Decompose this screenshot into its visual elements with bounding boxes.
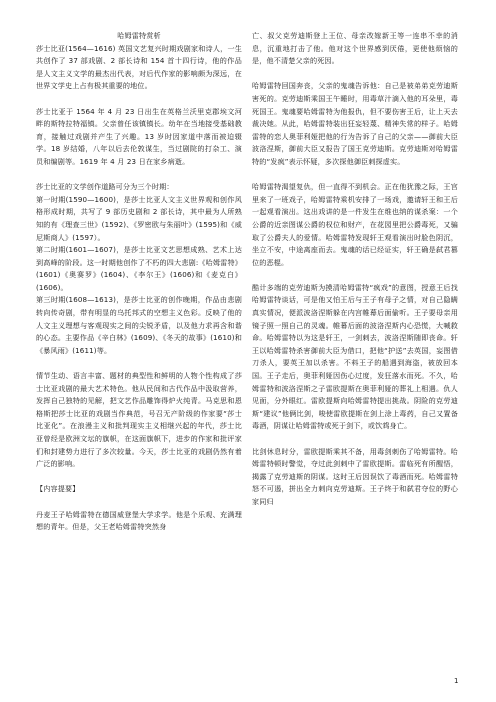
assessment-paragraph: 情节生动、语言丰富、题材的典型性和鲜明的人物个性构成了莎士比亚戏剧的最大艺术特色。他从民间和古代作品中汲取营养，发挥自己独特的见解，把文艺作品雕饰得炉火纯青。马克思和恩格斯把莎士比亚的戏剧当作典范，号召无产阶级的作家要“莎士比亚化”。在浪漫主义和批判现实主义相继兴起的年代，莎士比亚曾经是欧洲文坛的旗帜，在这面旗帜下，进步的作家和批评家们和封建势力进行了多次较量。今天，莎士比亚的戏剧仍然有着广泛的影响。 xyxy=(36,371,242,469)
document-title: 哈姆雷特赏析 xyxy=(117,31,161,40)
summary-paragraph-3: 哈姆雷特渴望复仇，但一直得不到机会。正在他犹豫之际，王宫里来了一班戏子，哈姆雷特乘机安排了一场戏，邀请轩王和王后一起观看演出。这出戏讲的是一件发生在维也纳的谋杀案：一个公爵的近亲图谋公爵的权位和财产，在花园里把公爵毒死，又骗取了公爵夫人的爱情。哈姆雷特发现轩王观看演出时脸色阴沉，坐立不安，中途离座而去。鬼魂的话已经证实，轩王确是弑君篡位的恶棍。 xyxy=(252,182,458,267)
right-column xyxy=(252,30,458,521)
summary-paragraph-2: 哈姆雷特回国奔丧，父亲的鬼魂告诉他：自己是被弟弟克劳迪斯害死的。克劳迪斯乘国王午睡时，用毒草汁滴入他的耳朵里，毒死国王。鬼魂要哈姆雷特为他报仇，但不要伤害王后，让上天去裁决她。从此，哈姆雷特装出狂妄轻蔑、精神失常的样子。哈姆雷特的恋人奥菲利娅把他的行为告诉了自己的父亲——御前大臣波洛涅斯，御前大臣又报告了国王克劳迪斯。克劳迪斯对哈姆雷特的“发疯”表示怀疑，多次探他御臣刺探虚实。 xyxy=(252,81,458,166)
biography-paragraph: 莎士比亚于 1564 年 4 月 23 日出生在英格兰沃里克郡埃文河畔的斯特拉特福镇。父亲曾任该镇镇长。幼年在当地接受基础教育，接触过戏剧并产生了兴趣。13 岁时因家道中落而被迫辍学。18 岁结婚，八年以后去伦敦谋生，当过剧院的打杂工、演员和编剧等。1619 年 4 月 23 日在家乡病逝。 xyxy=(36,106,242,166)
page-number: 1 xyxy=(454,677,459,685)
intro-paragraph: 莎士比亚(1564—1616) 英国文艺复兴时期戏剧家和诗人，一生共创作了 37 部戏剧、2 部长诗和 154 首十四行诗，他的作品是人文主义文学的最杰出代表，对后代作家的影响颇为深远，在世界文学史上占有极其重要的地位。 xyxy=(36,43,242,91)
stage-one-paragraph: 第一时期(1590—1600)，是莎士比亚人文主义世界观和创作风格形成时期，共写了 9 部历史剧和 2 部长诗，其中最为人所熟知的有《理查三世》(1592)、《罗密欧与朱丽叶》(1595)和《威尼斯商人》(1597）。 xyxy=(36,194,242,242)
summary-start-paragraph: 丹麦王子哈姆雷特在德国威登堡大学求学。他是个乐观、充满理想的青年。但是，父王老哈姆雷特突然身 xyxy=(36,509,242,532)
summary-paragraph-1: 亡、叔父克劳迪斯登上王位、母亲改嫁新王等一连串不幸的消息，沉重地打击了他。他对这个世界感到厌倦，更使他烦恼的是，他不清楚父亲的死因。 xyxy=(252,31,458,66)
stage-two-paragraph: 第二时期(1601—1607)，是莎士比亚文艺思想成熟、艺术上达到高峰的阶段。这一时期他创作了不朽的四大悲剧:《哈姆雷特》(1601)《奥赛罗》(1604)、《李尔王》(1606)和《麦克白》(1606)。 xyxy=(36,245,242,292)
left-column xyxy=(36,30,242,534)
summary-paragraph-4: 酷计多端的克劳迪斯为摸清哈姆雷特“疯戏”的意图，授意王后找哈姆雷特谈话，可是他又怕王后与王子有母子之情，对自己隐瞒真实情况，便派波洛涅斯躲在内宫帷幕后面偷听。王子要母亲用镜子照一照自己的灵魂。帷幕后面的波洛涅斯内心恐慌，大喊救命。哈姆雷特以为这是轩王，一剑刺去，波洛涅斯随即丧命。轩王以哈姆雷特杀害御前大臣为借口，把他“护送”去英国，妄图借刀杀人，要英王加以杀害。不料王子的船遇到海盗，被放回本国。王子走后，奥菲利娅因伤心过度，发狂落水而死。不久，哈姆雷特和波洛涅斯之子雷欧提斯在奥菲利娅的葬礼上相遇。仇人见面，分外眼红。雷欧提斯向哈姆雷特提出挑战。阴险的克劳迪斯“建议”他俩比剑，唆使雷欧提斯在剑上涂上毒药，自己又置备毒酒，阴谋让哈姆雷特或死于剑下，或饮鸩身亡。 xyxy=(252,282,458,431)
stage-three-paragraph: 第三时期(1608—1613)，是莎士比亚的创作晚期，作品由悲剧转向传奇剧，带有明显的乌托邦式的空想主义色彩。反映了他的人文主义理想与客观现实之间的尖锐矛盾，以及他力求再含和谐的心态。主要作品《辛白林》(1609)、《冬天的故事》(1610)和《暴风雨》(1611)等。 xyxy=(36,295,242,355)
summary-paragraph-5: 比剑休息时分，雷欧提斯乘其不备，用毒剑刺伤了哈姆雷特。哈姆雷特顿时警觉，夺过此剑刺中了雷欧提斯。雷临死有所醒悟，揭露了克劳迪斯的阴谋。这时王后因误饮了毒酒而死。哈姆雷特怒不可遏，拼出全力刺向克劳迪斯。王子终于和弑君夺位的野心家同归 xyxy=(252,446,458,506)
summary-heading: 【内容提要】 xyxy=(36,484,80,494)
stages-intro: 莎士比亚的文学创作道路可分为三个时期： xyxy=(36,182,174,192)
